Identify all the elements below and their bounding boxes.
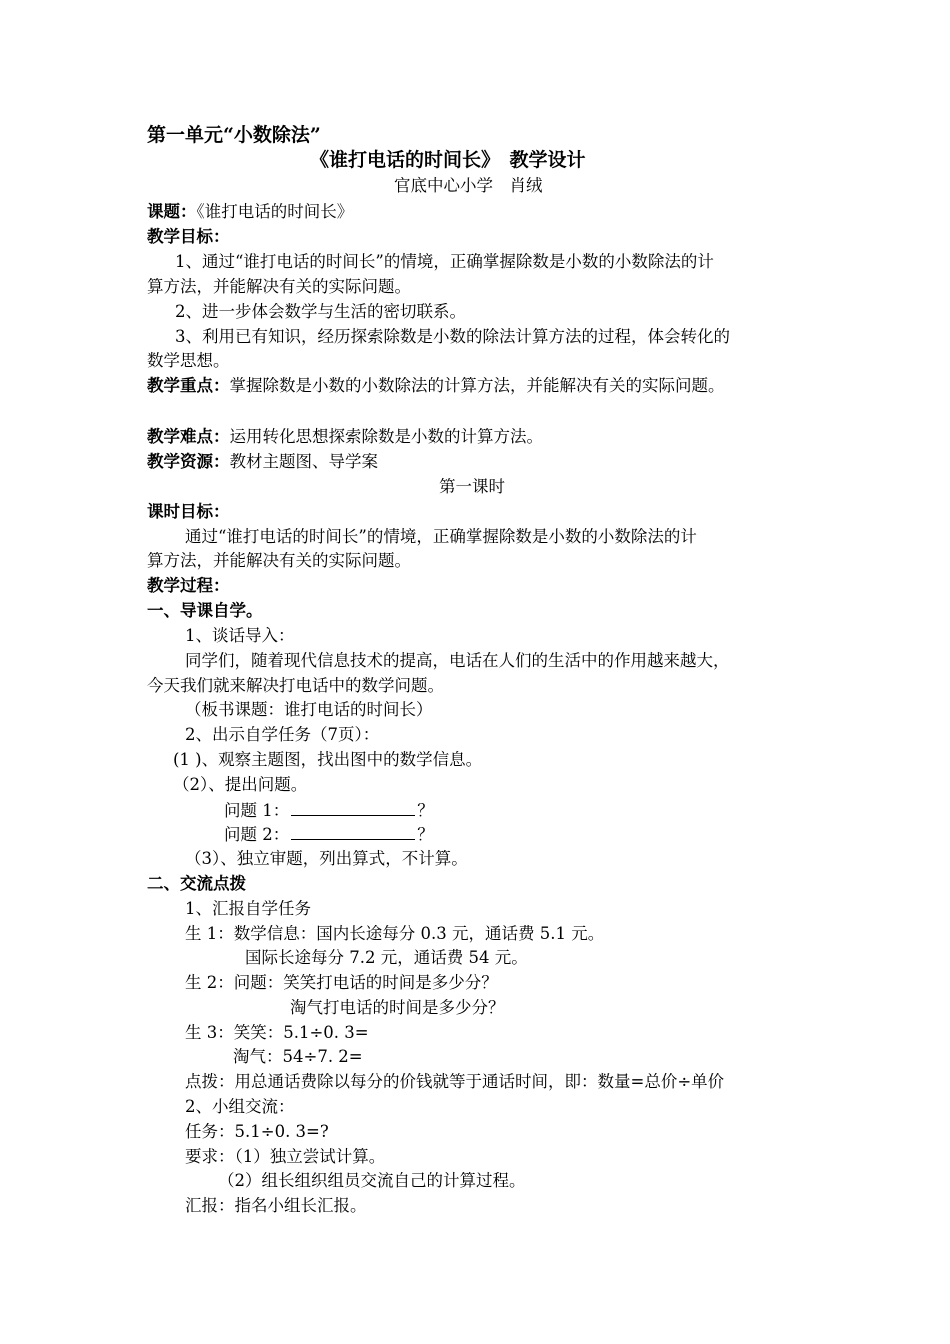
key-point-label: 教学重点： (147, 376, 230, 395)
topic-label: 课题： (147, 202, 197, 221)
section-2-item-2: 2、小组交流： (185, 1097, 295, 1116)
section-2-item-1: 1、汇报自学任务 (185, 899, 311, 918)
resources-label: 教学资源： (147, 452, 230, 471)
main-title: 《谁打电话的时间长》 教学设计 (310, 149, 586, 171)
goal-1-line-a: 1、通过“谁打电话的时间长”的情境，正确掌握除数是小数的小数除法的计 (175, 252, 714, 271)
goal-3-line-a: 3、利用已有知识，经历探索除数是小数的除法计算方法的过程，体会转化的 (175, 327, 730, 346)
topic-value: 《谁打电话的时间长》 (196, 202, 354, 221)
difficulty-value: 运用转化思想探索除数是小数的计算方法。 (229, 427, 543, 446)
question-2-blank (291, 823, 415, 840)
lesson-heading: 第一课时 (439, 477, 505, 496)
requirement-line-b: （2）组长组织组员交流自己的计算过程。 (218, 1171, 526, 1190)
key-point-line (147, 375, 725, 397)
resources-line (147, 451, 378, 473)
student-1-line-b: 国际长途每分 7.2 元，通话费 54 元。 (245, 948, 528, 967)
goal-2: 2、进一步体会数学与生活的密切联系。 (175, 302, 466, 321)
question-1-blank (291, 799, 415, 816)
group-task: 任务：5.1÷0. 3=? (185, 1122, 329, 1141)
section-1-heading: 一、导课自学。 (147, 601, 263, 620)
goal-3-line-b: 数学思想。 (147, 351, 230, 370)
unit-title: 第一单元“小数除法” (147, 124, 321, 146)
lesson-goal-heading: 课时目标： (147, 502, 230, 521)
student-2-line-a: 生 2：问题：笑笑打电话的时间是多少分？ (185, 973, 498, 992)
author-line: 官底中心小学 肖绒 (394, 176, 543, 195)
self-study-task-1: (1 )、观察主题图，找出图中的数学信息。 (173, 750, 483, 769)
self-study-task-2: （2）、提出问题。 (173, 775, 308, 794)
goal-1-line-b: 算方法，并能解决有关的实际问题。 (147, 277, 411, 296)
report-line: 汇报：指名小组长汇报。 (185, 1196, 367, 1215)
lesson-goal-line-a: 通过“谁打电话的时间长”的情境，正确掌握除数是小数的小数除法的计 (185, 527, 697, 546)
question-2-line (224, 823, 434, 846)
difficulty-label: 教学难点： (147, 427, 230, 446)
question-2-label: 问题 2： (224, 825, 290, 844)
student-1-line-a: 生 1：数学信息：国内长途每分 0.3 元，通话费 5.1 元。 (185, 924, 605, 943)
board-title: （板书课题：谁打电话的时间长） (185, 700, 433, 719)
section-2-heading: 二、交流点拨 (147, 874, 246, 893)
student-2-line-b: 淘气打电话的时间是多少分？ (290, 998, 505, 1017)
difficulty-line (147, 426, 543, 448)
self-study-task-3: （3）、独立审题，列出算式，不计算。 (185, 849, 468, 868)
topic-line (147, 201, 353, 223)
student-3-line-b: 淘气：54÷7. 2= (233, 1047, 363, 1066)
student-3-line-a: 生 3：笑笑：5.1÷0. 3= (185, 1023, 369, 1042)
question-2-mark: ？ (417, 825, 434, 844)
goals-heading: 教学目标： (147, 227, 230, 246)
talk-line-b: 今天我们就来解决打电话中的数学问题。 (147, 676, 444, 695)
lesson-goal-line-b: 算方法，并能解决有关的实际问题。 (147, 551, 411, 570)
process-heading: 教学过程： (147, 576, 230, 595)
section-1-item-1: 1、谈话导入： (185, 626, 295, 645)
talk-line-a: 同学们，随着现代信息技术的提高，电话在人们的生活中的作用越来越大， (185, 651, 730, 670)
requirement-line-a: 要求：（1）独立尝试计算。 (185, 1147, 386, 1166)
section-1-item-2: 2、出示自学任务（7页）： (185, 725, 380, 744)
question-1-mark: ？ (417, 801, 434, 820)
question-1-line (224, 799, 434, 822)
hint-line: 点拨：用总通话费除以每分的价钱就等于通话时间，即：数量=总价÷单价 (185, 1072, 725, 1091)
question-1-label: 问题 1： (224, 801, 290, 820)
resources-value: 教材主题图、导学案 (229, 452, 378, 471)
key-point-value: 掌握除数是小数的小数除法的计算方法，并能解决有关的实际问题。 (229, 376, 725, 395)
